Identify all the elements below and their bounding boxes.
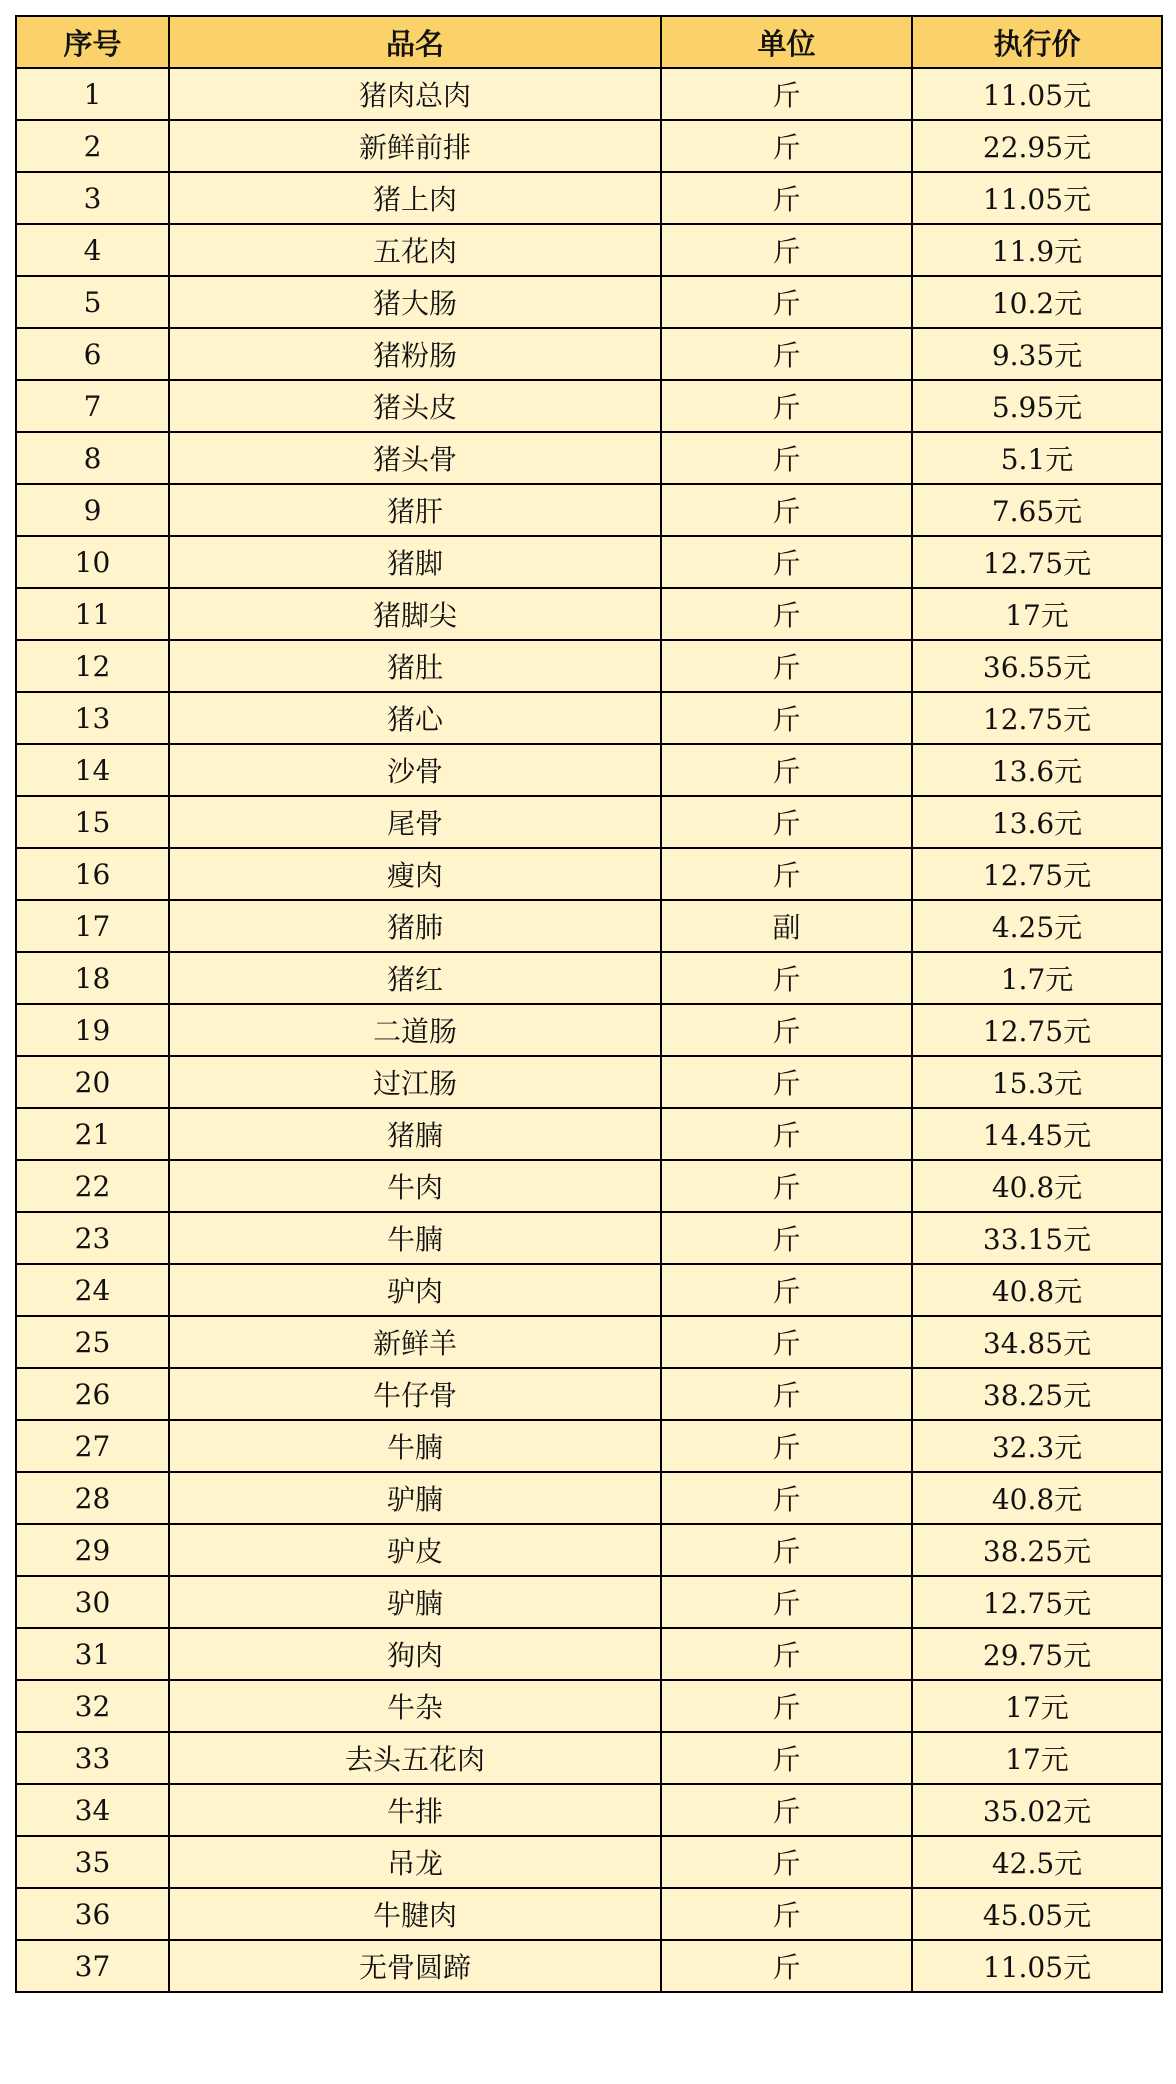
product-name-cell: 猪肺 bbox=[169, 900, 661, 952]
product-name-cell: 牛排 bbox=[169, 1784, 661, 1836]
price-cell: 13.6元 bbox=[912, 744, 1162, 796]
price-cell: 38.25元 bbox=[912, 1368, 1162, 1420]
table-row bbox=[16, 640, 1162, 692]
table-row bbox=[16, 172, 1162, 224]
price-cell: 10.2元 bbox=[912, 276, 1162, 328]
table-row bbox=[16, 1784, 1162, 1836]
unit-cell: 斤 bbox=[661, 120, 912, 172]
row-number-cell: 33 bbox=[16, 1732, 169, 1784]
table-row bbox=[16, 120, 1162, 172]
product-name-cell: 猪肝 bbox=[169, 484, 661, 536]
product-name-cell: 猪粉肠 bbox=[169, 328, 661, 380]
unit-cell: 斤 bbox=[661, 1836, 912, 1888]
price-cell: 40.8元 bbox=[912, 1160, 1162, 1212]
unit-cell: 斤 bbox=[661, 328, 912, 380]
row-number-cell: 7 bbox=[16, 380, 169, 432]
unit-cell: 副 bbox=[661, 900, 912, 952]
table-row bbox=[16, 1004, 1162, 1056]
row-number-cell: 6 bbox=[16, 328, 169, 380]
table-row bbox=[16, 1420, 1162, 1472]
table-row bbox=[16, 1160, 1162, 1212]
table-row bbox=[16, 432, 1162, 484]
table-row bbox=[16, 276, 1162, 328]
unit-cell: 斤 bbox=[661, 1160, 912, 1212]
price-cell: 45.05元 bbox=[912, 1888, 1162, 1940]
price-cell: 17元 bbox=[912, 1680, 1162, 1732]
table-row bbox=[16, 1368, 1162, 1420]
table-row bbox=[16, 1732, 1162, 1784]
table-row bbox=[16, 224, 1162, 276]
product-name-cell: 猪脚 bbox=[169, 536, 661, 588]
product-name-cell: 狗肉 bbox=[169, 1628, 661, 1680]
unit-cell: 斤 bbox=[661, 276, 912, 328]
row-number-cell: 36 bbox=[16, 1888, 169, 1940]
row-number-cell: 25 bbox=[16, 1316, 169, 1368]
price-cell: 12.75元 bbox=[912, 1576, 1162, 1628]
row-number-cell: 10 bbox=[16, 536, 169, 588]
table-row bbox=[16, 744, 1162, 796]
row-number-cell: 3 bbox=[16, 172, 169, 224]
row-number-cell: 14 bbox=[16, 744, 169, 796]
product-name-cell: 驴腩 bbox=[169, 1576, 661, 1628]
row-number-cell: 24 bbox=[16, 1264, 169, 1316]
row-number-cell: 9 bbox=[16, 484, 169, 536]
unit-cell: 斤 bbox=[661, 1576, 912, 1628]
product-name-cell: 吊龙 bbox=[169, 1836, 661, 1888]
price-cell: 12.75元 bbox=[912, 692, 1162, 744]
unit-cell: 斤 bbox=[661, 1056, 912, 1108]
table-row bbox=[16, 1108, 1162, 1160]
row-number-cell: 4 bbox=[16, 224, 169, 276]
unit-cell: 斤 bbox=[661, 848, 912, 900]
table-row bbox=[16, 1576, 1162, 1628]
product-name-cell: 猪上肉 bbox=[169, 172, 661, 224]
unit-cell: 斤 bbox=[661, 68, 912, 120]
product-name-cell: 牛肉 bbox=[169, 1160, 661, 1212]
price-cell: 14.45元 bbox=[912, 1108, 1162, 1160]
price-cell: 34.85元 bbox=[912, 1316, 1162, 1368]
column-header-product-name: 品名 bbox=[169, 16, 661, 68]
unit-cell: 斤 bbox=[661, 1888, 912, 1940]
table-row bbox=[16, 588, 1162, 640]
table-row bbox=[16, 848, 1162, 900]
table-body bbox=[16, 68, 1162, 1992]
unit-cell: 斤 bbox=[661, 952, 912, 1004]
price-cell: 36.55元 bbox=[912, 640, 1162, 692]
price-cell: 1.7元 bbox=[912, 952, 1162, 1004]
column-header-number: 序号 bbox=[16, 16, 169, 68]
price-cell: 13.6元 bbox=[912, 796, 1162, 848]
table-row bbox=[16, 1940, 1162, 1992]
product-name-cell: 尾骨 bbox=[169, 796, 661, 848]
row-number-cell: 2 bbox=[16, 120, 169, 172]
unit-cell: 斤 bbox=[661, 432, 912, 484]
unit-cell: 斤 bbox=[661, 1420, 912, 1472]
row-number-cell: 28 bbox=[16, 1472, 169, 1524]
unit-cell: 斤 bbox=[661, 796, 912, 848]
table-header-row bbox=[16, 16, 1162, 68]
column-header-unit: 单位 bbox=[661, 16, 912, 68]
table-row bbox=[16, 692, 1162, 744]
product-name-cell: 牛腱肉 bbox=[169, 1888, 661, 1940]
unit-cell: 斤 bbox=[661, 1264, 912, 1316]
product-name-cell: 无骨圆蹄 bbox=[169, 1940, 661, 1992]
unit-cell: 斤 bbox=[661, 1472, 912, 1524]
price-cell: 11.05元 bbox=[912, 172, 1162, 224]
table-row bbox=[16, 1836, 1162, 1888]
unit-cell: 斤 bbox=[661, 640, 912, 692]
price-cell: 5.95元 bbox=[912, 380, 1162, 432]
row-number-cell: 19 bbox=[16, 1004, 169, 1056]
product-name-cell: 猪头骨 bbox=[169, 432, 661, 484]
row-number-cell: 1 bbox=[16, 68, 169, 120]
row-number-cell: 18 bbox=[16, 952, 169, 1004]
table-row bbox=[16, 952, 1162, 1004]
table-row bbox=[16, 328, 1162, 380]
column-header-price: 执行价 bbox=[912, 16, 1162, 68]
row-number-cell: 16 bbox=[16, 848, 169, 900]
table-row bbox=[16, 1056, 1162, 1108]
product-name-cell: 驴腩 bbox=[169, 1472, 661, 1524]
product-name-cell: 新鲜羊 bbox=[169, 1316, 661, 1368]
row-number-cell: 22 bbox=[16, 1160, 169, 1212]
product-name-cell: 猪肉总肉 bbox=[169, 68, 661, 120]
row-number-cell: 30 bbox=[16, 1576, 169, 1628]
table-row bbox=[16, 1264, 1162, 1316]
unit-cell: 斤 bbox=[661, 1628, 912, 1680]
row-number-cell: 8 bbox=[16, 432, 169, 484]
unit-cell: 斤 bbox=[661, 1732, 912, 1784]
row-number-cell: 21 bbox=[16, 1108, 169, 1160]
product-name-cell: 驴肉 bbox=[169, 1264, 661, 1316]
price-cell: 29.75元 bbox=[912, 1628, 1162, 1680]
row-number-cell: 15 bbox=[16, 796, 169, 848]
price-cell: 17元 bbox=[912, 1732, 1162, 1784]
table-row bbox=[16, 1888, 1162, 1940]
row-number-cell: 37 bbox=[16, 1940, 169, 1992]
price-cell: 11.05元 bbox=[912, 68, 1162, 120]
unit-cell: 斤 bbox=[661, 1680, 912, 1732]
table-row bbox=[16, 1212, 1162, 1264]
product-name-cell: 猪红 bbox=[169, 952, 661, 1004]
price-cell: 12.75元 bbox=[912, 1004, 1162, 1056]
unit-cell: 斤 bbox=[661, 1108, 912, 1160]
row-number-cell: 5 bbox=[16, 276, 169, 328]
row-number-cell: 32 bbox=[16, 1680, 169, 1732]
price-cell: 12.75元 bbox=[912, 848, 1162, 900]
row-number-cell: 13 bbox=[16, 692, 169, 744]
price-cell: 42.5元 bbox=[912, 1836, 1162, 1888]
row-number-cell: 11 bbox=[16, 588, 169, 640]
row-number-cell: 20 bbox=[16, 1056, 169, 1108]
price-cell: 33.15元 bbox=[912, 1212, 1162, 1264]
row-number-cell: 26 bbox=[16, 1368, 169, 1420]
price-cell: 32.3元 bbox=[912, 1420, 1162, 1472]
row-number-cell: 29 bbox=[16, 1524, 169, 1576]
row-number-cell: 31 bbox=[16, 1628, 169, 1680]
table-row bbox=[16, 1524, 1162, 1576]
price-cell: 40.8元 bbox=[912, 1264, 1162, 1316]
product-name-cell: 猪脚尖 bbox=[169, 588, 661, 640]
product-name-cell: 瘦肉 bbox=[169, 848, 661, 900]
price-cell: 22.95元 bbox=[912, 120, 1162, 172]
unit-cell: 斤 bbox=[661, 1004, 912, 1056]
price-cell: 17元 bbox=[912, 588, 1162, 640]
table-row bbox=[16, 484, 1162, 536]
product-name-cell: 牛腩 bbox=[169, 1420, 661, 1472]
price-cell: 35.02元 bbox=[912, 1784, 1162, 1836]
product-name-cell: 五花肉 bbox=[169, 224, 661, 276]
table-row bbox=[16, 1472, 1162, 1524]
unit-cell: 斤 bbox=[661, 1368, 912, 1420]
price-cell: 5.1元 bbox=[912, 432, 1162, 484]
unit-cell: 斤 bbox=[661, 1784, 912, 1836]
table-row bbox=[16, 68, 1162, 120]
price-cell: 38.25元 bbox=[912, 1524, 1162, 1576]
table-row bbox=[16, 900, 1162, 952]
price-cell: 12.75元 bbox=[912, 536, 1162, 588]
product-name-cell: 猪大肠 bbox=[169, 276, 661, 328]
table-row bbox=[16, 536, 1162, 588]
table-row bbox=[16, 1316, 1162, 1368]
unit-cell: 斤 bbox=[661, 1316, 912, 1368]
product-name-cell: 猪头皮 bbox=[169, 380, 661, 432]
unit-cell: 斤 bbox=[661, 1212, 912, 1264]
price-table bbox=[15, 15, 1163, 1993]
product-name-cell: 新鲜前排 bbox=[169, 120, 661, 172]
unit-cell: 斤 bbox=[661, 224, 912, 276]
product-name-cell: 二道肠 bbox=[169, 1004, 661, 1056]
unit-cell: 斤 bbox=[661, 692, 912, 744]
row-number-cell: 12 bbox=[16, 640, 169, 692]
row-number-cell: 27 bbox=[16, 1420, 169, 1472]
price-cell: 7.65元 bbox=[912, 484, 1162, 536]
product-name-cell: 牛腩 bbox=[169, 1212, 661, 1264]
unit-cell: 斤 bbox=[661, 744, 912, 796]
table-row bbox=[16, 380, 1162, 432]
table-row bbox=[16, 1680, 1162, 1732]
unit-cell: 斤 bbox=[661, 536, 912, 588]
table-row bbox=[16, 1628, 1162, 1680]
price-cell: 11.9元 bbox=[912, 224, 1162, 276]
row-number-cell: 23 bbox=[16, 1212, 169, 1264]
product-name-cell: 猪腩 bbox=[169, 1108, 661, 1160]
unit-cell: 斤 bbox=[661, 1524, 912, 1576]
price-cell: 40.8元 bbox=[912, 1472, 1162, 1524]
unit-cell: 斤 bbox=[661, 484, 912, 536]
product-name-cell: 牛仔骨 bbox=[169, 1368, 661, 1420]
price-cell: 11.05元 bbox=[912, 1940, 1162, 1992]
product-name-cell: 去头五花肉 bbox=[169, 1732, 661, 1784]
price-cell: 9.35元 bbox=[912, 328, 1162, 380]
price-cell: 15.3元 bbox=[912, 1056, 1162, 1108]
unit-cell: 斤 bbox=[661, 172, 912, 224]
unit-cell: 斤 bbox=[661, 588, 912, 640]
table-row bbox=[16, 796, 1162, 848]
product-name-cell: 牛杂 bbox=[169, 1680, 661, 1732]
product-name-cell: 过江肠 bbox=[169, 1056, 661, 1108]
price-cell: 4.25元 bbox=[912, 900, 1162, 952]
row-number-cell: 34 bbox=[16, 1784, 169, 1836]
product-name-cell: 驴皮 bbox=[169, 1524, 661, 1576]
unit-cell: 斤 bbox=[661, 380, 912, 432]
product-name-cell: 沙骨 bbox=[169, 744, 661, 796]
row-number-cell: 35 bbox=[16, 1836, 169, 1888]
product-name-cell: 猪心 bbox=[169, 692, 661, 744]
unit-cell: 斤 bbox=[661, 1940, 912, 1992]
product-name-cell: 猪肚 bbox=[169, 640, 661, 692]
row-number-cell: 17 bbox=[16, 900, 169, 952]
